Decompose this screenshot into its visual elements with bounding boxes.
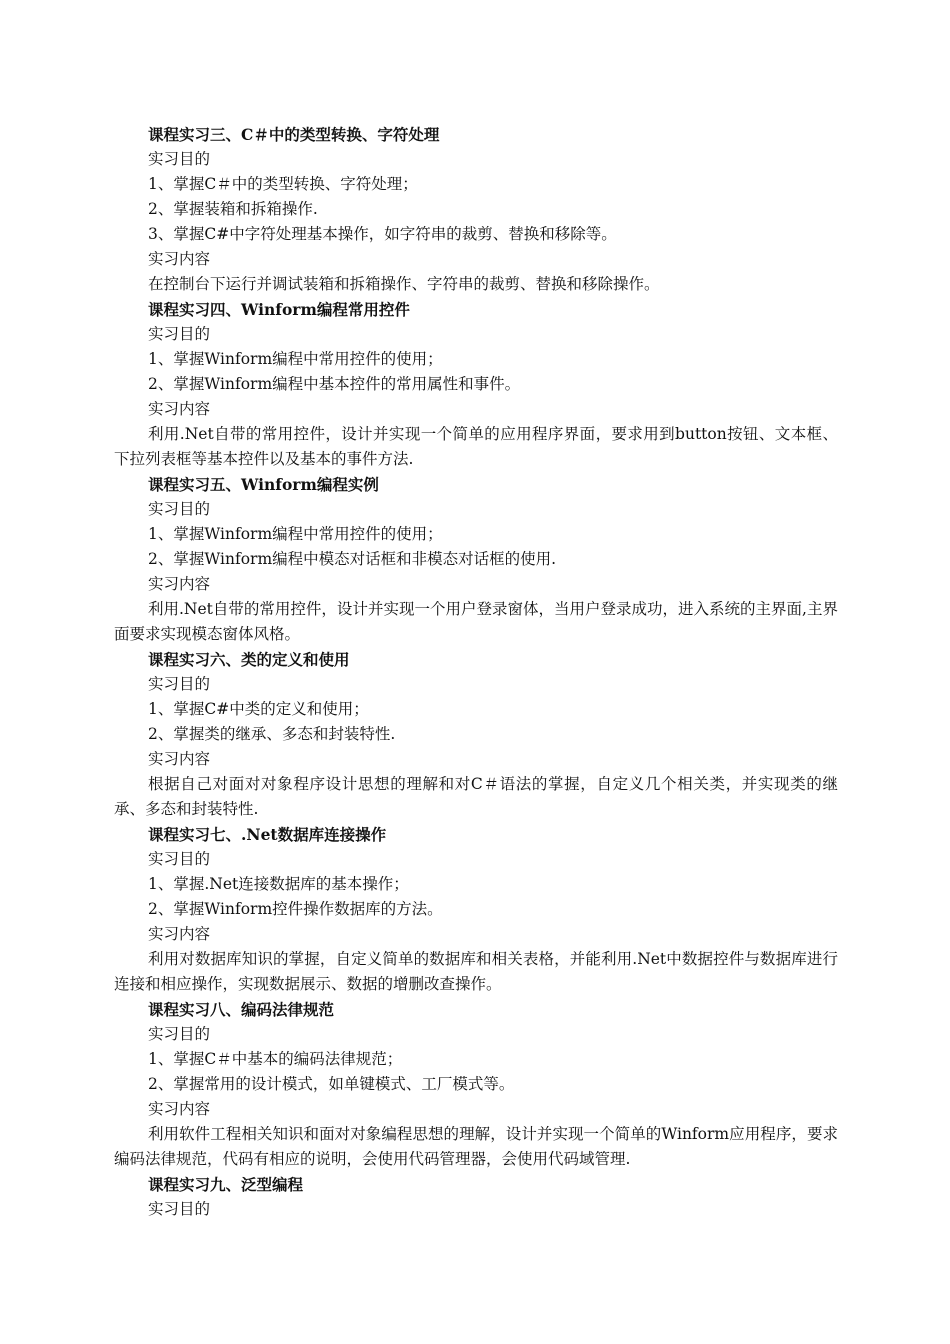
section-title: 课程实习八、编码法律规范	[148, 1000, 335, 1019]
content-paragraph: 根据自己对面对对象程序设计思想的理解和对C＃语法的掌握，自定义几个相关类，并实现类的继承、多态和封装特性.	[114, 775, 838, 818]
objective-item: 2、掌握Winform编程中模态对话框和非模态对话框的使用.	[148, 550, 557, 568]
content-label: 实习内容	[148, 750, 211, 768]
content-paragraph: 利用软件工程相关知识和面对对象编程思想的理解，设计并实现一个简单的Winform应用程序，要求编码法律规范，代码有相应的说明，会使用代码管理器，会使用代码域管理.	[114, 1125, 838, 1168]
objective-item: 2、掌握Winform编程中基本控件的常用属性和事件。	[148, 375, 521, 393]
objective-item: 2、掌握装箱和拆箱操作.	[148, 200, 318, 218]
content-paragraph: 利用.Net自带的常用控件，设计并实现一个简单的应用程序界面，要求用到button按钮、文本框、下拉列表框等基本控件以及基本的事件方法.	[114, 425, 838, 468]
content-paragraph: 利用对数据库知识的掌握，自定义简单的数据库和相关表格，并能利用.Net中数据控件与数据库进行连接和相应操作，实现数据展示、数据的增删改查操作。	[114, 950, 838, 993]
objective-label: 实习目的	[148, 1025, 211, 1043]
section-title: 课程实习四、Winform编程常用控件	[148, 300, 410, 319]
content-paragraph: 利用.Net自带的常用控件，设计并实现一个用户登录窗体，当用户登录成功，进入系统的主界面,主界面要求实现模态窗体风格。	[114, 600, 838, 643]
objective-label: 实习目的	[148, 150, 211, 168]
section-title: 课程实习六、类的定义和使用	[148, 650, 350, 669]
objective-item: 2、掌握类的继承、多态和封装特性.	[148, 725, 396, 743]
objective-item: 1、掌握.Net连接数据库的基本操作；	[148, 875, 409, 893]
objective-item: 1、掌握C＃中的类型转换、字符处理；	[148, 175, 418, 193]
objective-label: 实习目的	[148, 675, 211, 693]
objective-item: 1、掌握Winform编程中常用控件的使用；	[148, 350, 443, 368]
content-label: 实习内容	[148, 400, 211, 418]
objective-item: 1、掌握C＃中基本的编码法律规范；	[148, 1050, 403, 1068]
document-body	[114, 122, 838, 1222]
objective-label: 实习目的	[148, 850, 211, 868]
content-paragraph: 在控制台下运行并调试装箱和拆箱操作、字符串的裁剪、替换和移除操作。	[148, 275, 660, 293]
objective-item: 1、掌握Winform编程中常用控件的使用；	[148, 525, 443, 543]
objective-label: 实习目的	[148, 325, 211, 343]
objective-label: 实习目的	[148, 500, 211, 518]
section-title: 课程实习五、Winform编程实例	[148, 475, 379, 494]
content-label: 实习内容	[148, 575, 211, 593]
section-title: 课程实习七、.Net数据库连接操作	[148, 825, 387, 844]
objective-label: 实习目的	[148, 1200, 211, 1218]
objective-item: 2、掌握常用的设计模式，如单键模式、工厂模式等。	[148, 1075, 515, 1093]
section-title: 课程实习三、C＃中的类型转换、字符处理	[148, 125, 440, 144]
content-label: 实习内容	[148, 925, 211, 943]
content-label: 实习内容	[148, 250, 211, 268]
objective-item: 3、掌握C#中字符处理基本操作，如字符串的裁剪、替换和移除等。	[148, 225, 617, 243]
objective-item: 2、掌握Winform控件操作数据库的方法。	[148, 900, 443, 918]
content-label: 实习内容	[148, 1100, 211, 1118]
objective-item: 1、掌握C#中类的定义和使用；	[148, 700, 369, 718]
section-title: 课程实习九、泛型编程	[148, 1175, 304, 1194]
